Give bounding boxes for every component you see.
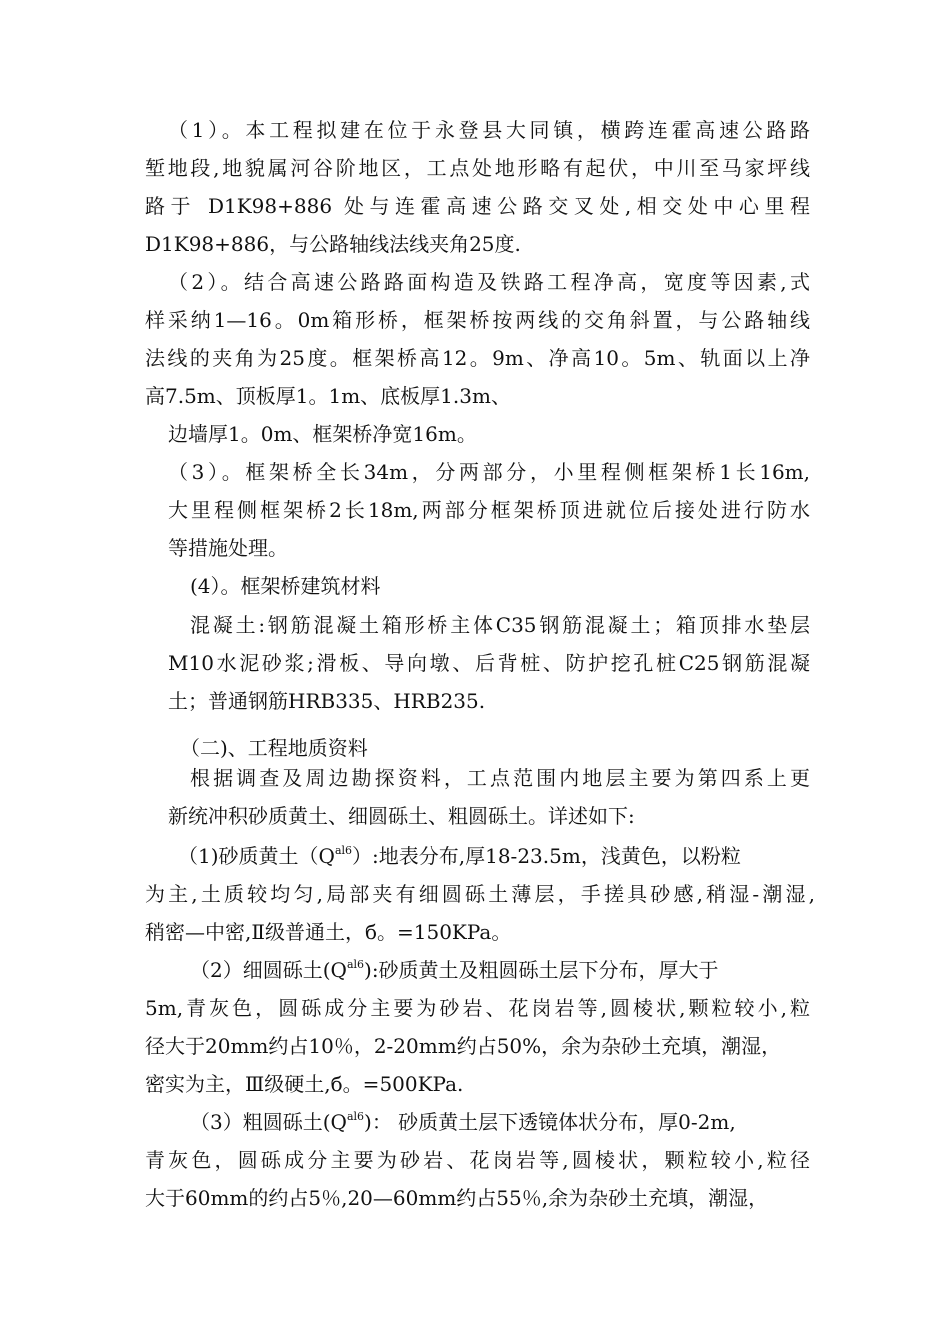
text-line [190, 1110, 736, 1134]
text-line: （1）。本工程拟建在位于永登县大同镇，横跨连霍高速公路路 [168, 118, 810, 142]
text-fragment: ）:地表分布,厚18-23.5m，浅黄色，以粉粒 [352, 844, 741, 868]
superscript: al6 [334, 844, 353, 857]
text-line: 混凝土:钢筋混凝土箱形桥主体C35钢筋混凝土；箱顶排水垫层 [190, 613, 810, 637]
text-line: 大于60mm的约占5％,20—60mm约占55％,余为杂砂土充填，潮湿， [145, 1186, 769, 1210]
text-fragment: ):砂质黄土及粗圆砾土层下分布，厚大于 [364, 958, 719, 982]
text-fragment: )： 砂质黄土层下透镜体状分布，厚0-2m, [364, 1110, 736, 1134]
text-line: 土；普通钢筋HRB335、HRB235. [168, 689, 486, 713]
text-line: 高7.5m、顶板厚1。1m、底板厚1.3m、 [145, 384, 511, 408]
text-line: （3）。框架桥全长34m，分两部分，小里程侧框架桥1长16m, [168, 460, 810, 484]
text-line: 径大于20mm约占10％，2-20mm约占50%，余为杂砂土充填，潮湿， [145, 1034, 782, 1058]
text-line: （2）。结合高速公路路面构造及铁路工程净高，宽度等因素,式 [168, 270, 810, 294]
text-fragment: （3）粗圆砾土(Q [190, 1110, 347, 1134]
text-line: (4）。框架桥建筑材料 [190, 574, 381, 598]
text-line [190, 958, 719, 982]
text-line: 为主,土质较均匀,局部夹有细圆砾土薄层，手搓具砂感,稍湿-潮湿, [145, 882, 815, 906]
text-line: 5m,青灰色，圆砾成分主要为砂岩、花岗岩等,圆棱状,颗粒较小,粒 [145, 996, 810, 1020]
text-line: 青灰色，圆砾成分主要为砂岩、花岗岩等,圆棱状，颗粒较小,粒径 [145, 1148, 810, 1172]
text-line: 堑地段,地貌属河谷阶地区，工点处地形略有起伏，中川至马家坪线 [145, 156, 810, 180]
text-line: 新统冲积砂质黄土、细圆砾土、粗圆砾土。详述如下: [168, 804, 635, 828]
text-fragment: （1)砂质黄土（Q [178, 844, 335, 868]
text-fragment: （2）细圆砾土(Q [190, 958, 347, 982]
text-line: 大里程侧框架桥2长18m,两部分框架桥顶进就位后接处进行防水 [168, 498, 810, 522]
text-line: 密实为主，Ⅲ级硬土,б。=500KPa. [145, 1072, 464, 1096]
superscript: al6 [346, 1110, 365, 1123]
text-line [178, 844, 741, 868]
text-line: 法线的夹角为25度。框架桥高12。9m、净高10。5m、轨面以上净 [145, 346, 810, 370]
text-line: D1K98+886，与公路轴线法线夹角25度. [145, 232, 521, 256]
section-heading: （二)、工程地质资料 [180, 736, 368, 760]
text-line: 边墙厚1。0m、框架桥净宽16m。 [168, 422, 477, 446]
text-line: 根据调查及周边勘探资料，工点范围内地层主要为第四系上更 [190, 766, 810, 790]
text-line: M10水泥砂浆;滑板、导向墩、后背桩、防护挖孔桩C25钢筋混凝 [168, 651, 810, 675]
text-line: 样采纳1—16。0m箱形桥，框架桥按两线的交角斜置，与公路轴线 [145, 308, 810, 332]
text-line: 稍密—中密,Ⅱ级普通土，б。=150KPa。 [145, 920, 512, 944]
superscript: al6 [346, 958, 365, 971]
text-line: 等措施处理。 [168, 536, 288, 560]
text-line: 路于 D1K98+886 处与连霍高速公路交叉处,相交处中心里程 [145, 194, 810, 218]
